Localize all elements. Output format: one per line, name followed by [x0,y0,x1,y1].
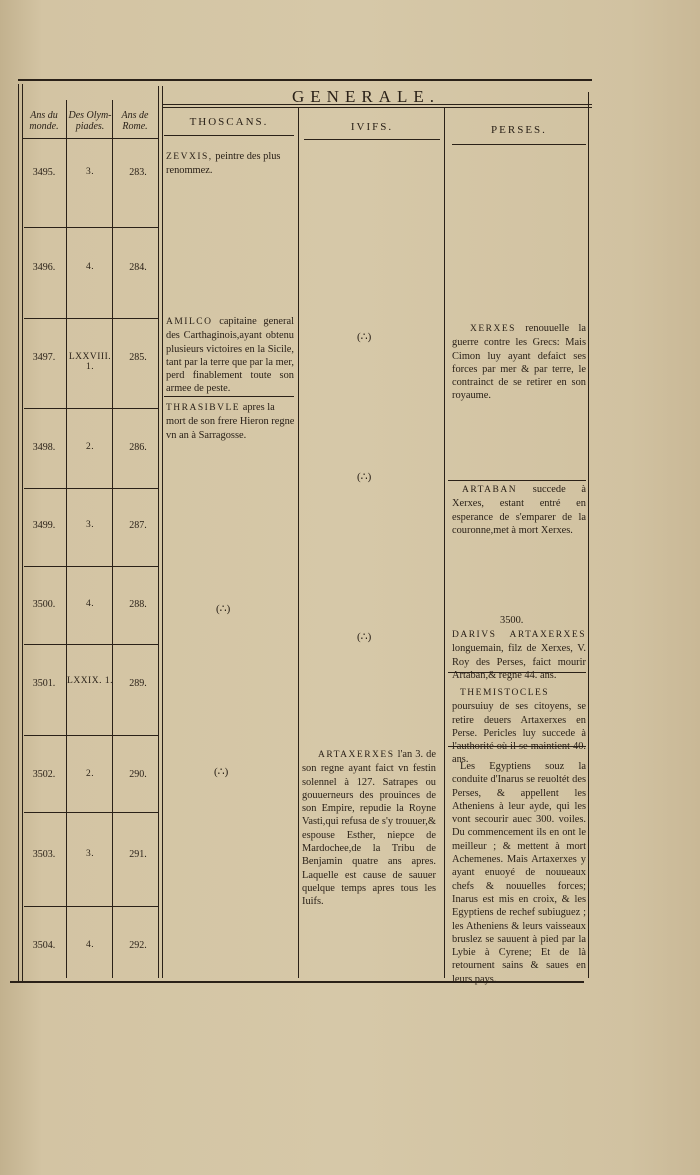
perses-entry-xerxes [452,322,586,403]
perses-entry-egyptiens [452,760,586,986]
row-rule-1 [24,227,158,228]
entry-name: DARIVS ARTAXERXES [452,630,586,640]
rome-cell: 287. [129,520,147,531]
olymp-cell: 2. [85,442,95,452]
entry-name: ARTABAN [462,485,518,495]
col-rule-thoscans [158,86,159,978]
row-rule-9 [24,906,158,907]
thoscans-entry-zeuxis [166,150,294,178]
entry-text: apres la mort de son frere Hieron regne vn an à Sarragosse. [166,402,295,441]
row-rule-2 [24,318,158,319]
thoscans-entry-thrasibule [166,401,296,442]
colhead-rule-left [22,138,158,139]
frame-header-rule-2 [162,107,592,108]
row-rule-8 [24,812,158,813]
olymp-cell: 2. [85,769,95,779]
entry-name: THRASIBVLE [166,403,241,413]
olymp-cell: 3. [85,520,95,530]
entry-text: poursuiuy de ses citoyens, se retire deuers Artaxerxes en Perse. Pericles luy succede à l'authorité où il se maintient 40. ans. [452,701,586,766]
olymp-cell: LXXIX. 1. [67,676,113,686]
entry-text: peintre des plus renommez. [166,151,281,177]
entry-text: Les Egyptiens souz la conduite d'Inarus se reuoltét des Perses, & appellent les Atheniens à leur ayde, qui les vont secourir auec 300. voiles. Du commencement ils en ont le meilleur ; & mettent à mort Achemenes. Mais Artaxerxes y ayant enuoyé de nouueaux chefs & nouuelles forces; Inarus est mis en croix, & les Egyptiens de rechef subiuguez ; les Atheniens & leurs vaisseaux bruslez se sauuent à pied par la Lybie à Cyrene; Et de là retournent sains & saues en leurs pays. [452,761,586,985]
perses-entry-artaban [452,483,586,537]
thoscans-mark: (∴) [214,766,229,778]
olymp-cell: LXXVIII. 1. [68,352,112,372]
entry-name: ZEVXIS, [166,152,213,162]
year-cell: 3499. [32,520,56,531]
entry-name: AMILCO [166,317,213,327]
row-rule-5 [24,566,158,567]
perses-entry-themistocles [452,686,586,767]
perses-year-3500: 3500. [500,615,524,626]
col-header-iuifs: IVIFS. [350,121,394,133]
entry-text: renouuelle la guerre contre les Grecs: Mais Cimon luy ayant defaict ses forces par mer & par terre, le contrainct de se retirer en son royaume. [452,323,586,402]
year-cell: 3502. [32,769,56,780]
year-cell: 3495. [32,167,56,178]
thoscans-entry-amilco [166,315,294,396]
rome-cell: 291. [129,849,147,860]
frame-left-rule [18,84,19,981]
colhead-rule-iuifs [304,139,440,140]
olymp-cell: 4. [85,940,95,950]
col-rule-right [588,92,589,978]
col-header-year: Ans du monde. [29,110,59,132]
col-header-rome: Ans de Rome. [121,110,149,132]
olymp-cell: 3. [85,167,95,177]
iuifs-mark: (∴) [357,331,372,343]
frame-top-rule [18,79,592,81]
iuifs-mark: (∴) [357,471,372,483]
iuifs-mark: (∴) [357,631,372,643]
iuifs-entry-artaxerxes [302,748,436,909]
rome-cell: 289. [129,678,147,689]
year-cell: 3498. [32,442,56,453]
row-rule-7 [24,735,158,736]
year-cell: 3503. [32,849,56,860]
page-title: GENERALE. [292,87,440,106]
col-rule-thoscans-2 [162,86,163,978]
perses-entry-darius [452,628,586,682]
row-rule-6 [24,644,158,645]
year-cell: 3504. [32,940,56,951]
col-rule-perses [444,108,445,978]
entry-text: succede à Xerxes, estant entré en esperance de s'emparer de la couronne,met à mort Xerxes. [452,484,586,536]
entry-name: ARTAXERXES [318,750,395,760]
colhead-rule-perses [452,144,586,145]
rome-cell: 290. [129,769,147,780]
col-header-thoscans: THOSCANS. [189,116,269,128]
year-cell: 3501. [32,678,56,689]
entry-name: THEMISTOCLES [460,688,550,698]
thoscans-mark: (∴) [216,603,231,615]
col-header-perses: PERSES. [491,124,547,136]
row-rule-3 [24,408,158,409]
rome-cell: 285. [129,352,147,363]
rome-cell: 292. [129,940,147,951]
thoscans-rule-1 [164,396,294,397]
colhead-rule-thoscans [164,135,294,136]
col-rule-rome [112,100,113,978]
year-cell: 3500. [32,599,56,610]
frame-left-rule-2 [22,84,23,981]
olymp-cell: 4. [85,599,95,609]
rome-cell: 284. [129,262,147,273]
entry-text: capitaine general des Carthaginois,ayant obtenu plusieurs victoires en la Sicile, tant par la terre que par la mer, perd finablement toute son armee de peste. [166,316,294,395]
col-rule-iuifs [298,108,299,978]
rome-cell: 286. [129,442,147,453]
perses-rule-1 [448,480,586,481]
col-rule-olymp [66,100,67,978]
rome-cell: 288. [129,599,147,610]
entry-text: l'an 3. de son regne ayant faict vn festin solennel à 127. Satrapes ou gouuerneurs des prouinces de son Empire, repudie la Royne Vasti,qui refusa de s'y trouuer,& espouse Esther, niepce de Mardochee,de la Tribu de Benjamin quatre ans apres. Laquelle est cause de sauuer quelque temps apres tous les Iuifs. [302,749,436,908]
rome-cell: 283. [129,167,147,178]
col-header-olymp: Des Olym-piades. [68,110,112,132]
row-rule-4 [24,488,158,489]
year-cell: 3497. [32,352,56,363]
olymp-cell: 3. [85,849,95,859]
entry-text: longuemain, filz de Xerxes, V. Roy des Perses, faict mourir Artaban,& regne 44. ans. [452,643,586,681]
olymp-cell: 4. [85,262,95,272]
year-cell: 3496. [32,262,56,273]
entry-name: XERXES [470,324,516,334]
